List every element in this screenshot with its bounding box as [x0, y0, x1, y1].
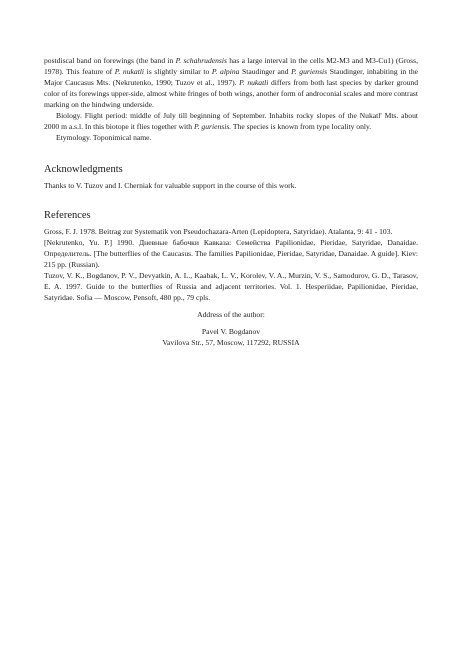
author-street: Vavilova Str., 57, Moscow, 117292, RUSSIA — [162, 338, 300, 347]
species-name: P. alpina — [211, 67, 240, 76]
reference-item: [Nekrutenko, Yu. P.] 1990. Дневные бабочки Кавказа: Семейства Papilionidae, Pieridae, Satyridae, Danaidae. Определитель. [The butterflies of the Caucasus. The families Papilionidae, Pieridae, Satyridae, Danaidae. A guide]. Kiev: 215 pp. (Russian). — [44, 238, 418, 269]
species-name: P. nukatli — [114, 67, 145, 76]
reference-item: Gross, F. J. 1978. Beitrag zur Systematik von Pseudochazara-Arten (Lepidoptera, Satyridae). Atalanta, 9: 41 - 103. — [44, 227, 393, 236]
address-heading: Address of the author: — [197, 310, 265, 319]
text-span: The species is known from type locality only. — [231, 122, 372, 131]
species-name: P. nukatli — [239, 78, 269, 87]
author-name: Pavel V. Bogdanov — [201, 327, 261, 336]
text-span: has a large interval in the cells M2-M3 and M3-Cu1) (Gross, 1978). This feature of — [44, 56, 418, 76]
acknowledgments-heading: Acknowledgments — [44, 164, 123, 175]
text-span: Staudinger and — [239, 67, 292, 76]
species-name: P. schahrudensis — [175, 56, 227, 65]
references-heading: References — [44, 210, 91, 221]
etymology-paragraph: Etymology. Toponimical name. — [56, 133, 152, 142]
text-span: differs from both last species by darker ground color of its forewings upper-side, almost white fringes of both wings, another form of androconial scales and more contrast marking on the hindwing underside. — [44, 78, 419, 109]
species-name: P. guriensis — [291, 67, 328, 76]
body-paragraph-1 — [44, 55, 418, 110]
acknowledgments-text: Thanks to V. Tuzov and I. Cherniak for valuable support in the course of this work. — [44, 181, 297, 190]
text-span: postdiscal band on forewings (the band in — [44, 56, 176, 65]
reference-item: Tuzov, V. K., Bogdanov, P. V., Devyatkin, A. L., Kaabak, L. V., Korolev, V. A., Murzin, V. S., Samodurov, G. D., Tarasov, E. A. 1997. Guide to the butterflies of Russia and adjacent territories. Vol. 1. Hesperiidae, Papilionidae, Pieridae, Satyridae. Sofia — Moscow, Pensoft, 480 pp., 79 cpls. — [44, 271, 418, 302]
page-content — [44, 55, 418, 348]
text-span: is slightly similar to — [144, 67, 212, 76]
references-list — [44, 226, 418, 303]
text-span: Biology. Flight period: middle of July till beginning of September. Inhabits rocky slopes of the Nukatl' Mts. about 2000 m a.s.l. In this biotope it flies together with — [44, 111, 418, 131]
text-span: Staudinger, inhabiting in the Major Caucasus Mts. (Nekrutenko, 1990; Tuzov et al., 1997). — [44, 67, 419, 87]
biology-paragraph — [44, 110, 418, 132]
species-name: P. guriensis. — [193, 122, 232, 131]
author-address — [44, 309, 418, 348]
